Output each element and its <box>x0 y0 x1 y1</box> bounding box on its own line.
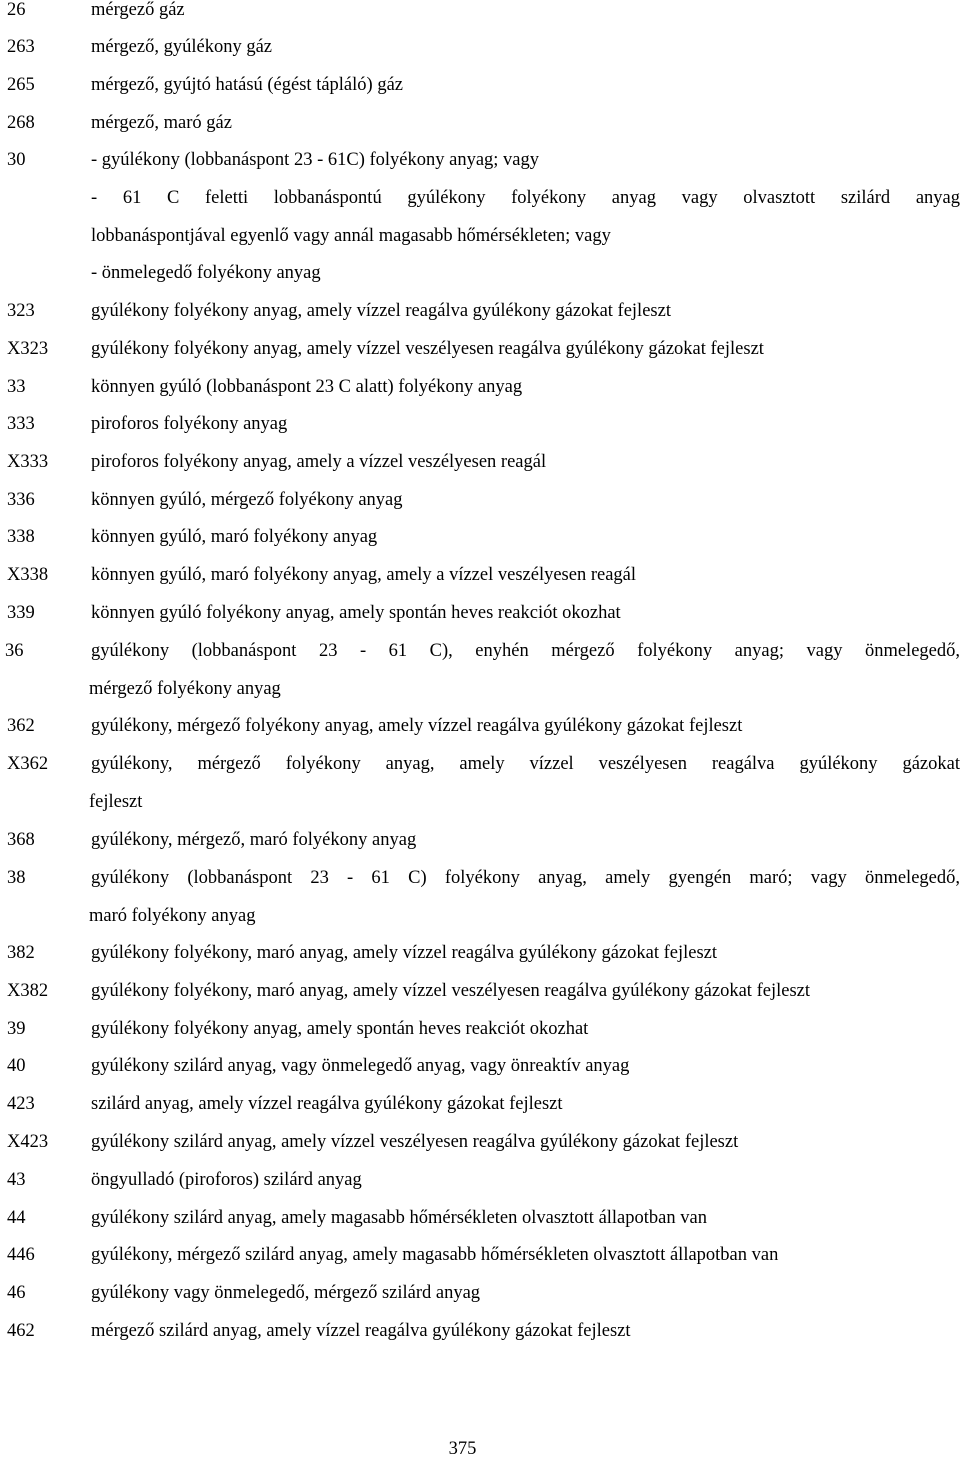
hazard-description: lobbanáspontjával egyenlő vagy annál magasabb hőmérsékleten; vagy <box>91 226 611 246</box>
hazard-description: gyúlékony (lobbanáspont 23 - 61 C) folyékony anyag, amely gyengén maró; vagy önmelegedő, <box>91 868 960 888</box>
page-number: 375 <box>448 1439 477 1459</box>
list-item <box>0 977 960 1005</box>
hazard-code: 362 <box>7 716 35 736</box>
hazard-description: gyúlékony, mérgező szilárd anyag, amely magasabb hőmérsékleten olvasztott állapotban van <box>91 1245 779 1265</box>
list-item <box>0 1166 960 1194</box>
hazard-description: gyúlékony folyékony anyag, amely vízzel reagálva gyúlékony gázokat fejleszt <box>91 301 671 321</box>
hazard-description: gyúlékony folyékony, maró anyag, amely vízzel reagálva gyúlékony gázokat fejleszt <box>91 943 718 963</box>
hazard-description: mérgező folyékony anyag <box>89 679 281 699</box>
list-item <box>0 1052 960 1080</box>
list-item <box>0 71 960 99</box>
hazard-description: szilárd anyag, amely vízzel reagálva gyúlékony gázokat fejleszt <box>91 1094 563 1114</box>
hazard-description: - önmelegedő folyékony anyag <box>91 263 321 283</box>
hazard-description: öngyulladó (piroforos) szilárd anyag <box>91 1170 362 1190</box>
hazard-description: gyúlékony folyékony, maró anyag, amely vízzel veszélyesen reagálva gyúlékony gázokat fejleszt <box>91 981 810 1001</box>
hazard-code: 336 <box>7 490 35 510</box>
hazard-code: 323 <box>7 301 35 321</box>
list-item <box>0 1279 960 1307</box>
hazard-description: mérgező, gyúlékony gáz <box>91 37 272 57</box>
hazard-code: X382 <box>7 981 49 1001</box>
hazard-code: 36 <box>5 641 24 661</box>
list-item <box>0 335 960 363</box>
list-item <box>0 486 960 514</box>
hazard-description: gyúlékony folyékony anyag, amely spontán heves reakciót okozhat <box>91 1019 589 1039</box>
list-item <box>0 675 960 703</box>
hazard-code: 44 <box>7 1208 26 1228</box>
list-item <box>0 1204 960 1232</box>
hazard-code: 339 <box>7 603 35 623</box>
hazard-description: könnyen gyúló (lobbanáspont 23 C alatt) folyékony anyag <box>91 377 523 397</box>
list-item <box>0 939 960 967</box>
hazard-description: - 61 C feletti lobbanáspontú gyúlékony folyékony anyag vagy olvasztott szilárd anyag <box>91 188 960 208</box>
list-item <box>0 902 960 930</box>
list-item <box>0 222 960 250</box>
hazard-code: X333 <box>7 452 49 472</box>
hazard-code: 263 <box>7 37 35 57</box>
hazard-code: X323 <box>7 339 49 359</box>
hazard-code: 462 <box>7 1321 35 1341</box>
list-item <box>0 1128 960 1156</box>
hazard-code: 446 <box>7 1245 35 1265</box>
hazard-description: gyúlékony, mérgező folyékony anyag, amely vízzel reagálva gyúlékony gázokat fejleszt <box>91 716 743 736</box>
list-item <box>0 788 960 816</box>
hazard-code: X362 <box>7 754 49 774</box>
hazard-description: piroforos folyékony anyag, amely a vízzel veszélyesen reagál <box>91 452 547 472</box>
hazard-description: - gyúlékony (lobbanáspont 23 - 61C) folyékony anyag; vagy <box>91 150 540 170</box>
list-item <box>0 1317 960 1345</box>
hazard-code: 30 <box>7 150 26 170</box>
list-item <box>0 523 960 551</box>
hazard-description: fejleszt <box>89 792 143 812</box>
list-item <box>0 373 960 401</box>
hazard-description: maró folyékony anyag <box>89 906 256 926</box>
list-item <box>0 637 960 665</box>
hazard-description: gyúlékony (lobbanáspont 23 - 61 C), enyhén mérgező folyékony anyag; vagy önmelegedő, <box>91 641 960 661</box>
list-item <box>0 1090 960 1118</box>
hazard-description: gyúlékony vagy önmelegedő, mérgező szilárd anyag <box>91 1283 481 1303</box>
hazard-description: könnyen gyúló, maró folyékony anyag, amely a vízzel veszélyesen reagál <box>91 565 637 585</box>
hazard-description: gyúlékony szilárd anyag, vagy önmelegedő anyag, vagy önreaktív anyag <box>91 1056 630 1076</box>
hazard-code: X338 <box>7 565 49 585</box>
list-item <box>0 826 960 854</box>
hazard-description: könnyen gyúló, mérgező folyékony anyag <box>91 490 403 510</box>
hazard-code: 265 <box>7 75 35 95</box>
list-item <box>0 184 960 212</box>
list-item <box>0 410 960 438</box>
list-item <box>0 599 960 627</box>
hazard-code: 423 <box>7 1094 35 1114</box>
list-item <box>0 297 960 325</box>
hazard-code: 333 <box>7 414 35 434</box>
hazard-code: 33 <box>7 377 26 397</box>
list-item <box>0 448 960 476</box>
hazard-description: gyúlékony folyékony anyag, amely vízzel veszélyesen reagálva gyúlékony gázokat fejleszt <box>91 339 764 359</box>
hazard-description: gyúlékony, mérgező, maró folyékony anyag <box>91 830 417 850</box>
hazard-code: 43 <box>7 1170 26 1190</box>
hazard-code: 39 <box>7 1019 26 1039</box>
hazard-code: 338 <box>7 527 35 547</box>
hazard-description: mérgező szilárd anyag, amely vízzel reagálva gyúlékony gázokat fejleszt <box>91 1321 631 1341</box>
hazard-code: 38 <box>7 868 26 888</box>
hazard-code: X423 <box>7 1132 49 1152</box>
list-item <box>0 259 960 287</box>
list-item <box>0 109 960 137</box>
hazard-code: 46 <box>7 1283 26 1303</box>
hazard-description: piroforos folyékony anyag <box>91 414 288 434</box>
list-item <box>0 712 960 740</box>
list-item <box>0 146 960 174</box>
hazard-description: gyúlékony szilárd anyag, amely magasabb hőmérsékleten olvasztott állapotban van <box>91 1208 707 1228</box>
list-item <box>0 1241 960 1269</box>
hazard-description: mérgező gáz <box>91 0 185 20</box>
hazard-code: 268 <box>7 113 35 133</box>
list-item <box>0 1015 960 1043</box>
hazard-description: könnyen gyúló, maró folyékony anyag <box>91 527 378 547</box>
list-item <box>0 864 960 892</box>
hazard-code: 382 <box>7 943 35 963</box>
list-item <box>0 33 960 61</box>
hazard-code: 368 <box>7 830 35 850</box>
hazard-description: könnyen gyúló folyékony anyag, amely spontán heves reakciót okozhat <box>91 603 621 623</box>
hazard-code: 26 <box>7 0 26 20</box>
hazard-description: mérgező, gyújtó hatású (égést tápláló) gáz <box>91 75 403 95</box>
list-item <box>0 0 960 24</box>
hazard-description: gyúlékony szilárd anyag, amely vízzel veszélyesen reagálva gyúlékony gázokat fejleszt <box>91 1132 739 1152</box>
hazard-code: 40 <box>7 1056 26 1076</box>
hazard-description: mérgező, maró gáz <box>91 113 232 133</box>
list-item <box>0 561 960 589</box>
list-item <box>0 750 960 778</box>
hazard-description: gyúlékony, mérgező folyékony anyag, amely vízzel veszélyesen reagálva gyúlékony gázokat <box>91 754 960 774</box>
